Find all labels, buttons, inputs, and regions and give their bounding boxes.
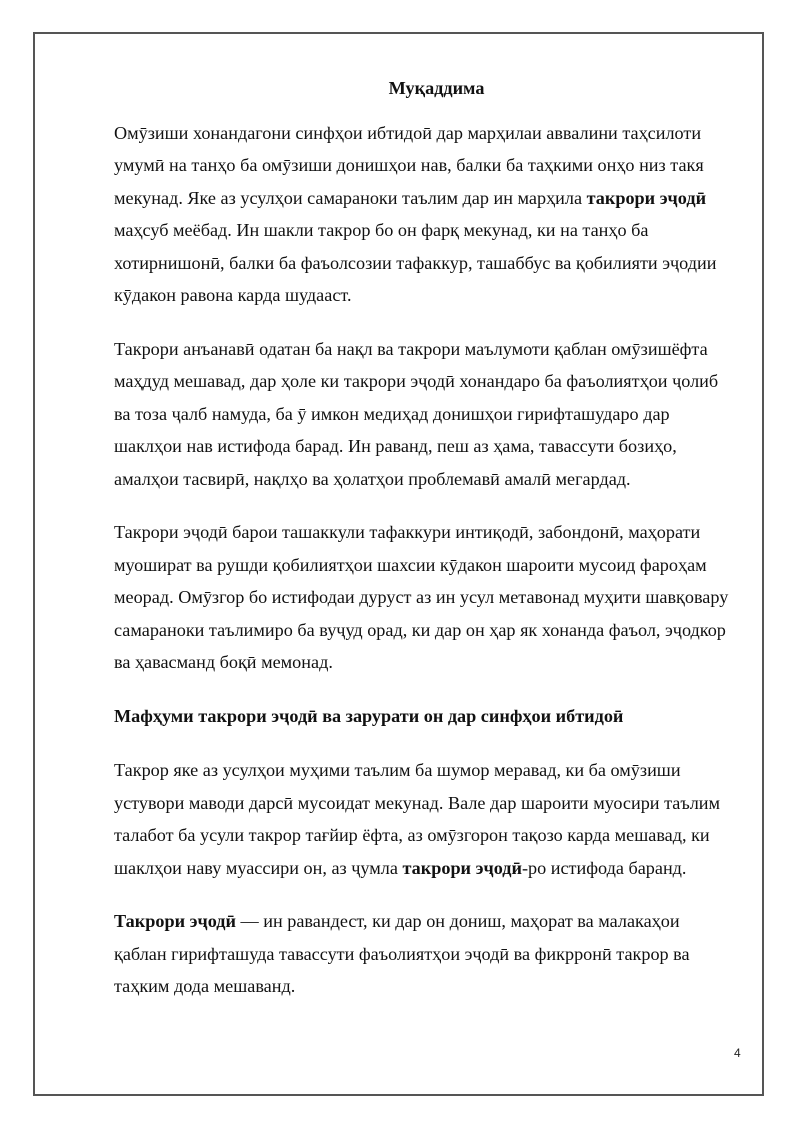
document-body (114, 72, 734, 1024)
paragraph-text: Такрор яке аз усулҳои муҳими таълим ба шумор меравад, ки ба омӯзиши устувори маводи дарсӣ мусоидат мекунад. Вале дар шароити муосири таълим талабот ба усули такрор тағйир ёфта, аз омӯзгорон тақозо карда мешавад, ки шаклҳои наву муассири он, аз ҷумла (114, 760, 721, 878)
paragraph-intro (114, 117, 734, 312)
bold-term: Такрори эҷодӣ (114, 911, 236, 931)
bold-term: такрори эҷодӣ (402, 857, 522, 878)
section-heading: Мафҳуми такрори эҷодӣ ва зарурати он дар синфҳои ибтидоӣ (114, 705, 624, 726)
paragraph-text: -ро истифода баранд. (521, 857, 687, 878)
paragraph-text: Омӯзиши хонандагони синфҳои ибтидоӣ дар марҳилаи аввалини таҳсилоти умумӣ на танҳо ба омӯзиши донишҳои нав, балки ба таҳкими онҳо низ такя мекунад. Яке аз усулҳои самараноки таълим дар ин марҳила (114, 122, 704, 208)
document-title: Муқаддима (388, 78, 485, 98)
paragraph-repetition-method (114, 754, 734, 884)
page-number: 4 (734, 1046, 741, 1060)
bold-term: такрори эҷодӣ (586, 187, 707, 208)
paragraph-text: — ин равандест, ки дар он дониш, маҳорат ва малакаҳои қаблан гирифташуда тавассути фаъолиятҳои эҷодӣ ва фикрронӣ такрор ва таҳким дода мешаванд. (114, 911, 690, 996)
paragraph-text: маҳсуб меёбад. Ин шакли такрор бо он фарқ мекунад, ки на танҳо ба хотирнишонӣ, балки ба фаъолсозии тафаккур, ташаббус ва қобилияти эҷодии кӯдакон равона карда шудааст. (114, 220, 717, 305)
paragraph-traditional-repetition: Такрори анъанавӣ одатан ба нақл ва такрори маълумоти қаблан омӯзишёфта маҳдуд мешавад, дар ҳоле ки такрори эҷодӣ хонандаро ба фаъолиятҳои ҷолиб ва тоза ҷалб намуда, ба ӯ имкон медиҳад донишҳои гирифташударо дар шаклҳои нав истифода барад. Ин раванд, пеш аз ҳама, тавассути бозиҳо, амалҳои тасвирӣ, нақлҳо ва ҳолатҳои проблемавӣ амалӣ мегардад. (114, 338, 719, 489)
paragraph-creative-repetition-benefits: Такрори эҷодӣ барои ташаккули тафаккури интиқодӣ, забондонӣ, маҳорати муошират ва рушди қобилиятҳои шахсии кӯдакон шароити мусоид фароҳам меорад. Омӯзгор бо истифодаи дуруст аз ин усул метавонад муҳити шавқовару самараноки таълимиро ба вуҷуд орад, ки дар он ҳар як хонанда фаъол, эҷодкор ва ҳавасманд боқӣ мемонад. (114, 522, 729, 672)
paragraph-definition (114, 905, 734, 1003)
